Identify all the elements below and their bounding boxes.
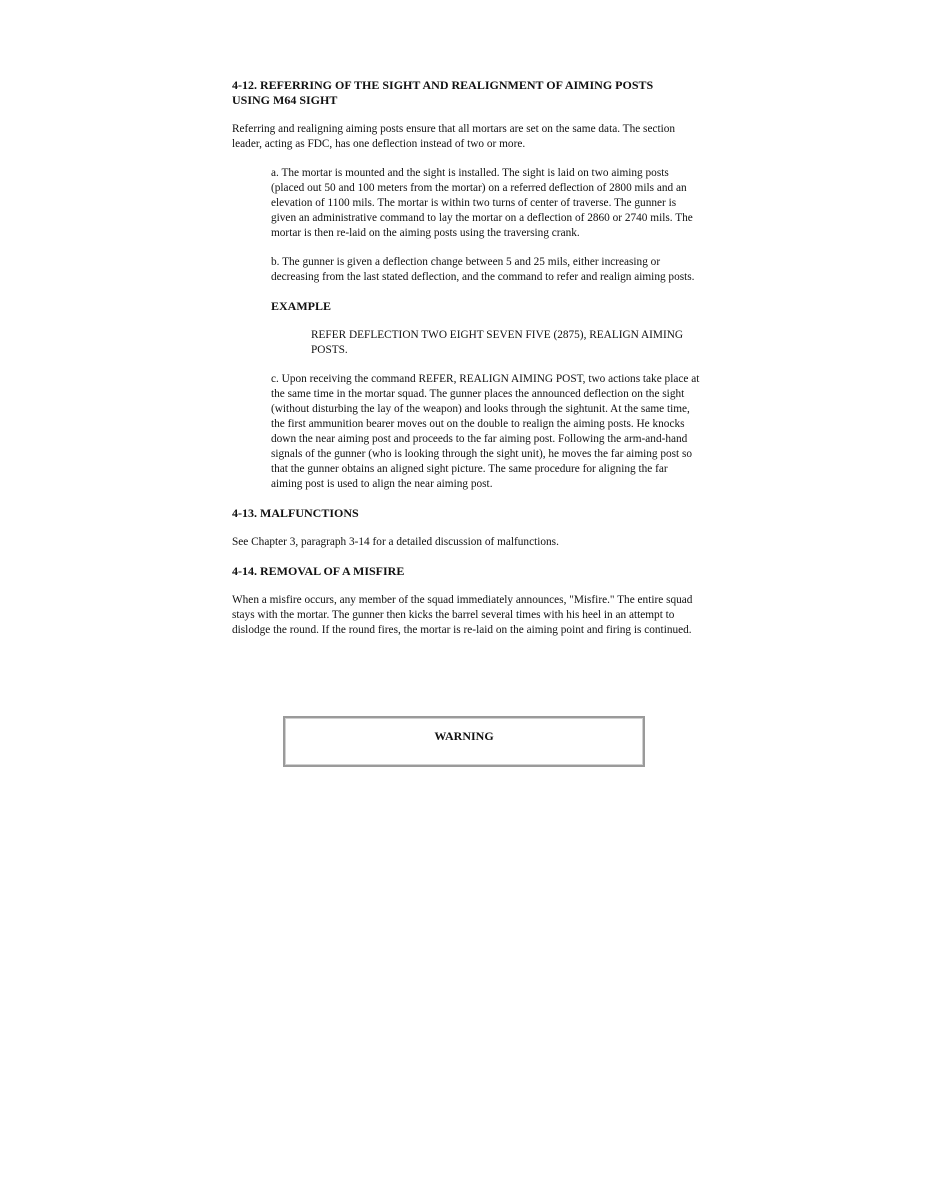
section-4-14-text: When a misfire occurs, any member of the squad immediately announces, "Misfire." The entire squad stays with the mortar. The gunner then kicks the barrel several times with his heel in an attempt to dislodge the round. If the round fires, the mortar is re-laid on the aiming point and firing is continued. [232, 594, 693, 636]
warning-box [283, 716, 645, 767]
section-4-12-heading-line1: 4-12. REFERRING OF THE SIGHT AND REALIGNMENT OF AIMING POSTS [232, 78, 654, 92]
section-4-12-para-b: b. The gunner is given a deflection change between 5 and 25 mils, either increasing or decreasing from the last stated deflection, and the command to refer and realign aiming posts. [271, 256, 695, 283]
section-4-12-intro: Referring and realigning aiming posts ensure that all mortars are set on the same data. The section leader, acting as FDC, has one deflection instead of two or more. [232, 123, 676, 150]
section-4-14-heading: 4-14. REMOVAL OF A MISFIRE [232, 564, 405, 578]
section-4-12-para-a: a. The mortar is mounted and the sight is installed. The sight is laid on two aiming posts (placed out 50 and 100 meters from the mortar) on a referred deflection of 2800 mils and an elevation of 1100 mils. The mortar is within two turns of center of traverse. The gunner is given an administrative command to lay the mortar on a deflection of 2860 or 2740 mils. The mortar is then re-laid on the aiming posts using the traversing crank. [271, 167, 693, 239]
document-page [232, 78, 700, 638]
section-4-13-text: See Chapter 3, paragraph 3-14 for a detailed discussion of malfunctions. [232, 536, 559, 548]
warning-title: WARNING [434, 729, 494, 743]
section-4-12-para-c: c. Upon receiving the command REFER, REALIGN AIMING POST, two actions take place at the same time in the mortar squad. The gunner places the announced deflection on the sight (without disturbing the lay of the weapon) and looks through the sightunit. At the same time, the first ammunition bearer moves out on the double to realign the aiming posts. He knocks down the near aiming post and proceeds to the far aiming post. Following the arm-and-hand signals of the gunner (who is looking through the sight unit), he moves the far aiming post so that the gunner obtains an aligned sight picture. The same procedure for aligning the far aiming post is used to align the near aiming post. [271, 373, 700, 490]
example-text: REFER DEFLECTION TWO EIGHT SEVEN FIVE (2875), REALIGN AIMING POSTS. [311, 329, 684, 356]
section-4-12-heading-line2: USING M64 SIGHT [232, 93, 338, 107]
example-label: EXAMPLE [271, 299, 331, 313]
section-4-13-heading: 4-13. MALFUNCTIONS [232, 506, 359, 520]
